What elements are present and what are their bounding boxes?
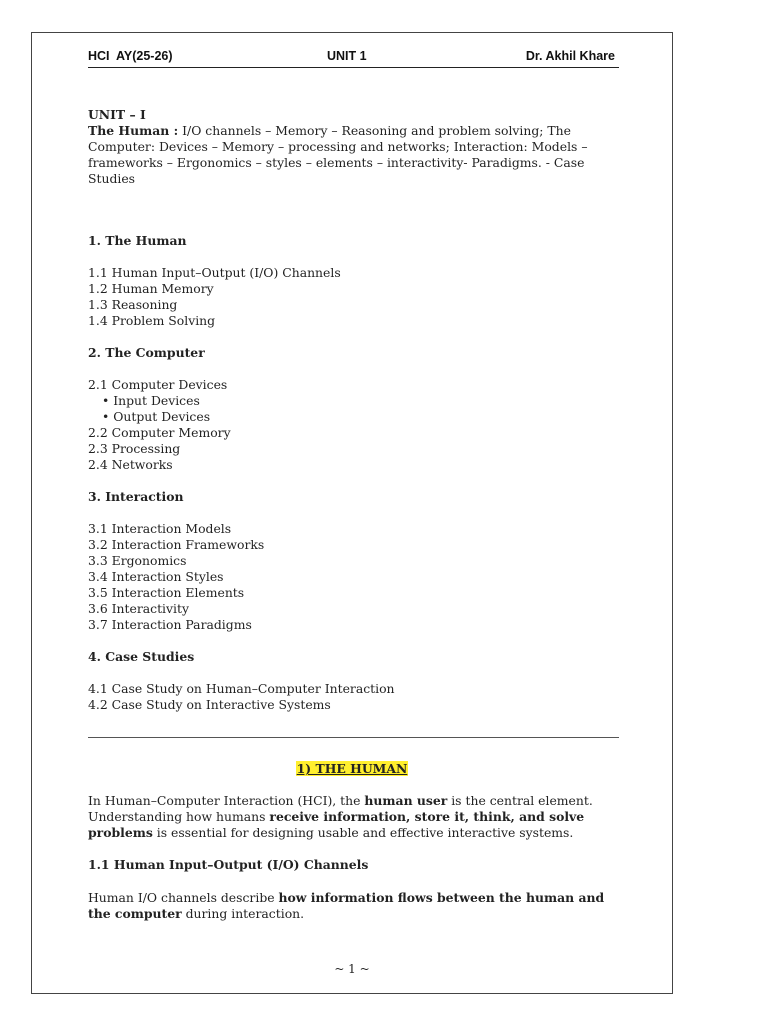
io-bold: how information flows between the human and the computer	[88, 890, 605, 921]
unit-syllabus	[88, 123, 608, 187]
toc-item: 2.3 Processing	[88, 441, 181, 456]
section-heading-interaction: 3. Interaction	[88, 489, 184, 504]
toc-item: 3.1 Interaction Models	[88, 521, 232, 536]
subsection-heading: 1.1 Human Input–Output (I/O) Channels	[88, 857, 369, 872]
toc-bullet-item: • Output Devices	[102, 409, 211, 424]
toc-item: 3.7 Interaction Paradigms	[88, 617, 252, 632]
toc-item: 3.2 Interaction Frameworks	[88, 537, 265, 552]
toc-item: 4.1 Case Study on Human–Computer Interaction	[88, 681, 395, 696]
toc-item: 1.2 Human Memory	[88, 281, 214, 296]
document-page	[31, 32, 673, 994]
syllabus-label: The Human :	[88, 123, 179, 138]
header-unit: UNIT 1	[327, 49, 367, 63]
intro-text: is the central element. Understanding how humans	[88, 793, 593, 824]
chapter-body	[88, 793, 608, 922]
chapter-title-text: 1) THE HUMAN	[296, 761, 408, 776]
io-paragraph	[88, 890, 608, 922]
chapter-title	[32, 761, 672, 776]
toc-item: 1.3 Reasoning	[88, 297, 178, 312]
toc-item: 2.1 Computer Devices	[88, 377, 228, 392]
io-text: Human I/O channels describe	[88, 890, 279, 905]
toc-bullet-item: • Input Devices	[102, 393, 200, 408]
toc-item: 3.5 Interaction Elements	[88, 585, 245, 600]
intro-paragraph	[88, 793, 608, 841]
header-course: HCI AY(25-26)	[88, 49, 173, 63]
toc-item: 3.3 Ergonomics	[88, 553, 187, 568]
section-divider	[88, 737, 619, 738]
header-author: Dr. Akhil Khare	[525, 49, 615, 63]
toc-item: 1.1 Human Input–Output (I/O) Channels	[88, 265, 341, 280]
toc-item: 2.2 Computer Memory	[88, 425, 231, 440]
toc-item: 1.4 Problem Solving	[88, 313, 216, 328]
syllabus-text: I/O channels – Memory – Reasoning and problem solving; The Computer: Devices – Memory – processing and networks; Interaction: Models – frameworks – Ergonomics – styles – elements – interactivity- Paradigms. - Case Studies	[88, 123, 588, 186]
section-heading-human: 1. The Human	[88, 233, 187, 248]
intro-text: is essential for designing usable and effective interactive systems.	[152, 825, 574, 840]
toc-item: 2.4 Networks	[88, 457, 173, 472]
toc-item: 3.4 Interaction Styles	[88, 569, 224, 584]
intro-bold: human user	[364, 793, 448, 808]
syllabus-content	[88, 107, 608, 713]
section-heading-case-studies: 4. Case Studies	[88, 649, 195, 664]
page-header	[88, 47, 619, 68]
toc-item: 4.2 Case Study on Interactive Systems	[88, 697, 331, 712]
toc-item: 3.6 Interactivity	[88, 601, 189, 616]
intro-bold: receive information, store it, think, and solve problems	[88, 809, 585, 840]
intro-text: In Human–Computer Interaction (HCI), the	[88, 793, 365, 808]
page-number: ~ 1 ~	[334, 962, 370, 976]
unit-title: UNIT – I	[88, 107, 146, 122]
section-heading-computer: 2. The Computer	[88, 345, 205, 360]
io-text: during interaction.	[181, 906, 305, 921]
